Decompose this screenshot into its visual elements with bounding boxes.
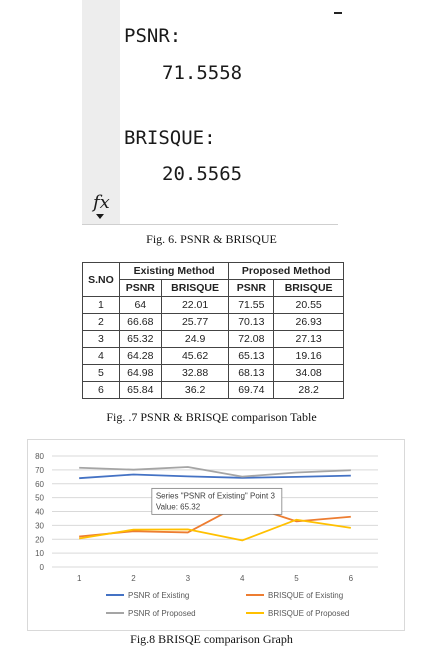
table-cell: 70.13 [229,314,274,331]
y-tick-label: 0 [39,563,44,572]
table-row [83,348,344,365]
table-cell: 68.13 [229,365,274,382]
table-cell: 4 [83,348,120,365]
sub-header: PSNR [119,280,161,297]
y-tick-label: 60 [35,479,44,489]
command-window-gutter [82,0,120,224]
tooltip-line: Value: 65.32 [155,502,201,512]
table-cell: 26.93 [274,314,344,331]
table-cell: 6 [83,382,120,399]
table-cell: 66.68 [119,314,161,331]
table-cell: 5 [83,365,120,382]
table-sub-header-row [83,280,344,297]
table-cell: 69.74 [229,382,274,399]
table-cell: 72.08 [229,331,274,348]
table-cell: 20.55 [274,297,344,314]
series-line-1 [79,474,351,478]
x-tick-label: 4 [239,574,245,583]
table-cell: 34.08 [274,365,344,382]
legend-label: PSNR of Proposed [128,609,196,618]
chevron-down-icon[interactable] [96,214,104,219]
matlab-command-window [82,0,338,225]
legend-label: BRISQUE of Proposed [268,609,350,618]
y-tick-label: 40 [35,507,44,517]
existing-method-header: Existing Method [119,263,229,280]
psnr-value: 71.5558 [162,62,243,84]
y-tick-label: 30 [35,521,44,531]
table-cell: 1 [83,297,120,314]
table-row [83,314,344,331]
line-chart [27,439,405,631]
table-cell: 65.13 [229,348,274,365]
table-cell: 71.55 [229,297,274,314]
table-cell: 28.2 [274,382,344,399]
fig7-caption: Fig. .7 PSNR & BRISQE comparison Table [106,410,317,424]
y-tick-label: 10 [35,549,44,559]
x-tick-label: 6 [348,574,354,583]
y-tick-label: 80 [35,452,44,461]
table-row [83,331,344,348]
x-tick-label: 2 [131,574,136,583]
table-group-header-row [83,263,344,280]
chart-svg [28,440,404,630]
psnr-label: PSNR: [124,25,182,47]
y-tick-label: 50 [35,493,44,503]
fig8-caption: Fig.8 BRISQE comparison Graph [130,632,293,646]
tooltip-line: Series "PSNR of Existing" Point 3 [155,491,275,501]
table-cell: 22.01 [161,297,229,314]
table-cell: 2 [83,314,120,331]
x-tick-label: 3 [185,574,191,583]
y-tick-label: 70 [35,465,44,475]
table-cell: 19.16 [274,348,344,365]
y-tick-label: 20 [35,535,44,545]
table-cell: 27.13 [274,331,344,348]
series-line-4 [79,520,351,541]
legend-label: BRISQUE of Existing [268,591,344,600]
table-cell: 32.88 [161,365,229,382]
table-cell: 24.9 [161,331,229,348]
table-cell: 3 [83,331,120,348]
proposed-method-header: Proposed Method [229,263,344,280]
comparison-table [82,262,344,399]
sub-header: BRISQUE [161,280,229,297]
x-tick-label: 5 [294,574,299,583]
table-cell: 36.2 [161,382,229,399]
x-tick-label: 1 [76,574,82,583]
table-cell: 45.62 [161,348,229,365]
sub-header: PSNR [229,280,274,297]
table-row [83,365,344,382]
sno-header: S.NO [83,263,120,297]
fig6-caption: Fig. 6. PSNR & BRISQUE [146,232,277,246]
legend-label: PSNR of Existing [128,591,190,600]
sub-header: BRISQUE [274,280,344,297]
table-cell: 65.84 [119,382,161,399]
table-cell: 64 [119,297,161,314]
table-cell: 64.98 [119,365,161,382]
table-row [83,297,344,314]
fx-icon[interactable]: fx [93,192,110,213]
table-cell: 25.77 [161,314,229,331]
table-row [83,382,344,399]
table-cell: 64.28 [119,348,161,365]
brisque-label: BRISQUE: [124,127,216,149]
table-cell: 65.32 [119,331,161,348]
scroll-marker [334,12,342,14]
brisque-value: 20.5565 [162,163,243,185]
